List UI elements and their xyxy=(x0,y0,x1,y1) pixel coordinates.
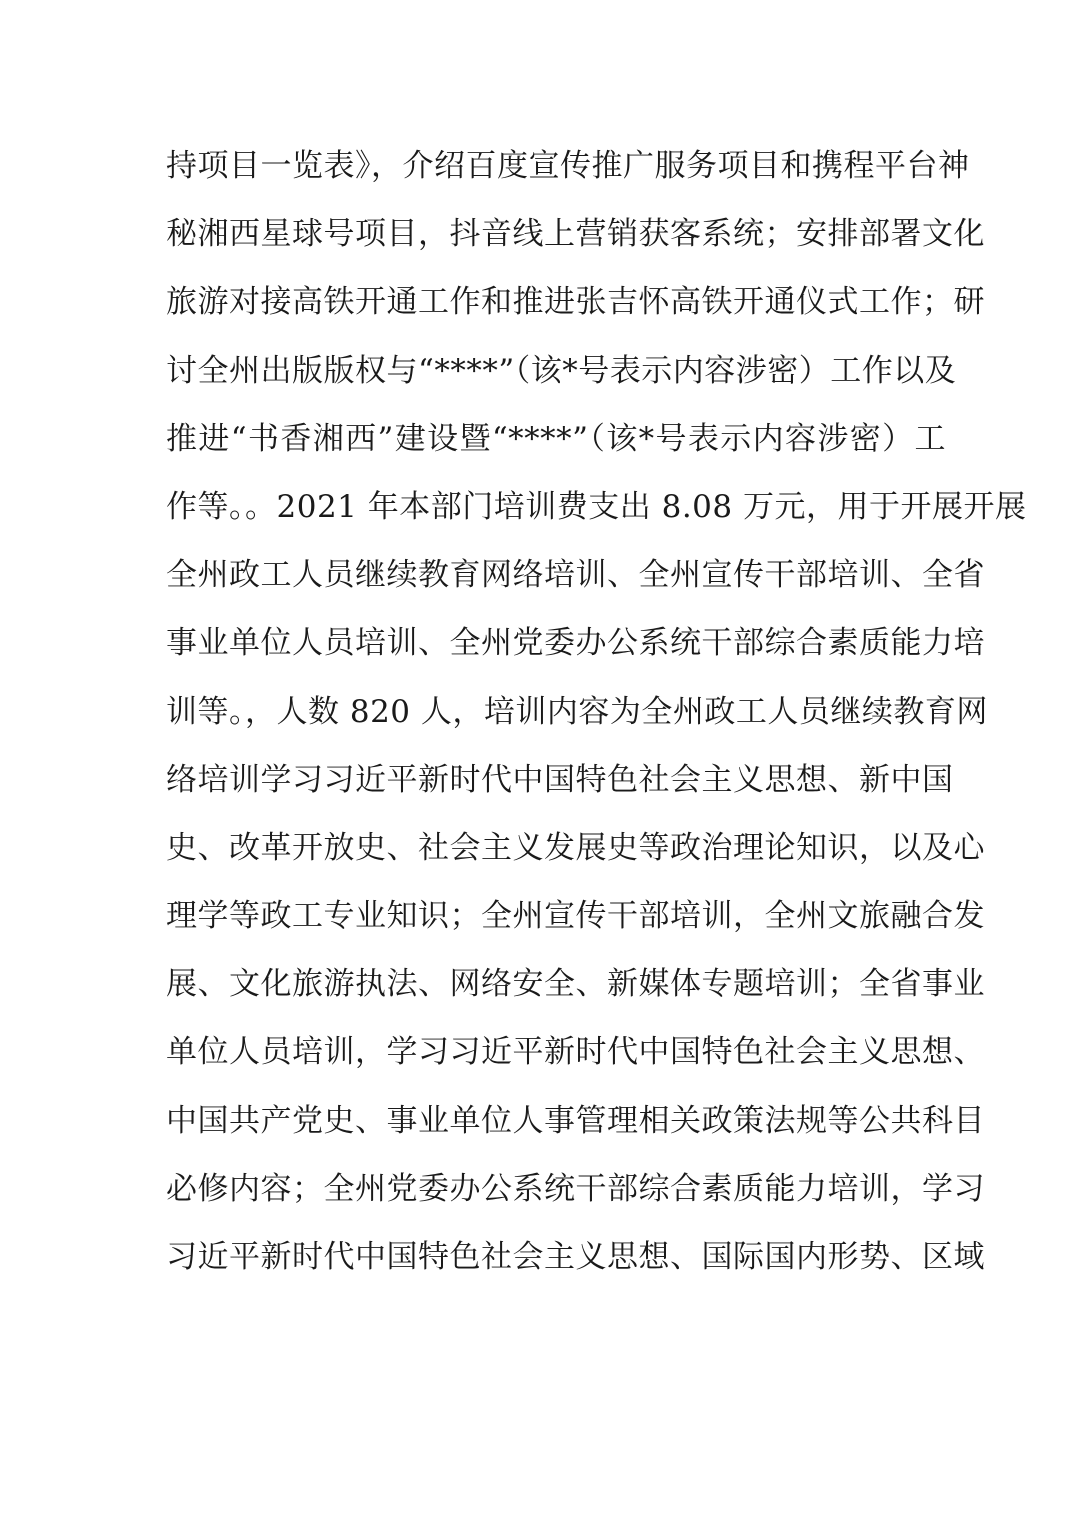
text-line: 理学等政工专业知识；全州宣传干部培训，全州文旅融合发 xyxy=(166,898,985,935)
text-line: 作等。。2021 年本部门培训费支出 8.08 万元，用于开展开展 xyxy=(166,488,1027,525)
text-line: 全州政工人员继续教育网络培训、全州宣传干部培训、全省 xyxy=(166,557,985,594)
text-line: 史、改革开放史、社会主义发展史等政治理论知识，以及心 xyxy=(166,829,985,866)
text-line: 持项目一览表》，介绍百度宣传推广服务项目和携程平台神 xyxy=(166,148,970,184)
text-line: 中国共产党史、事业单位人事管理相关政策法规等公共科目 xyxy=(166,1102,985,1139)
text-line: 必修内容；全州党委办公系统干部综合素质能力培训，学习 xyxy=(166,1170,985,1207)
body-text xyxy=(166,139,1027,1298)
text-line: 单位人员培训，学习习近平新时代中国特色社会主义思想、 xyxy=(166,1034,985,1071)
text-line: 事业单位人员培训、全州党委办公系统干部综合素质能力培 xyxy=(166,625,985,662)
text-line: 讨全州出版版权与“****”（该*号表示内容涉密）工作以及 xyxy=(166,352,957,389)
text-line: 习近平新时代中国特色社会主义思想、国际国内形势、区域 xyxy=(166,1239,985,1275)
text-line: 展、文化旅游执法、网络安全、新媒体专题培训；全省事业 xyxy=(166,966,985,1003)
text-line: 训等。，人数 820 人，培训内容为全州政工人员继续教育网 xyxy=(166,693,988,730)
text-line: 络培训学习习近平新时代中国特色社会主义思想、新中国 xyxy=(166,761,954,798)
text-line: 旅游对接高铁开通工作和推进张吉怀高铁开通仪式工作；研 xyxy=(166,284,985,321)
text-line: 推进“书香湘西”建设暨“****”（该*号表示内容涉密）工 xyxy=(166,420,946,457)
text-line: 秘湘西星球号项目，抖音线上营销获客系统；安排部署文化 xyxy=(166,216,985,253)
